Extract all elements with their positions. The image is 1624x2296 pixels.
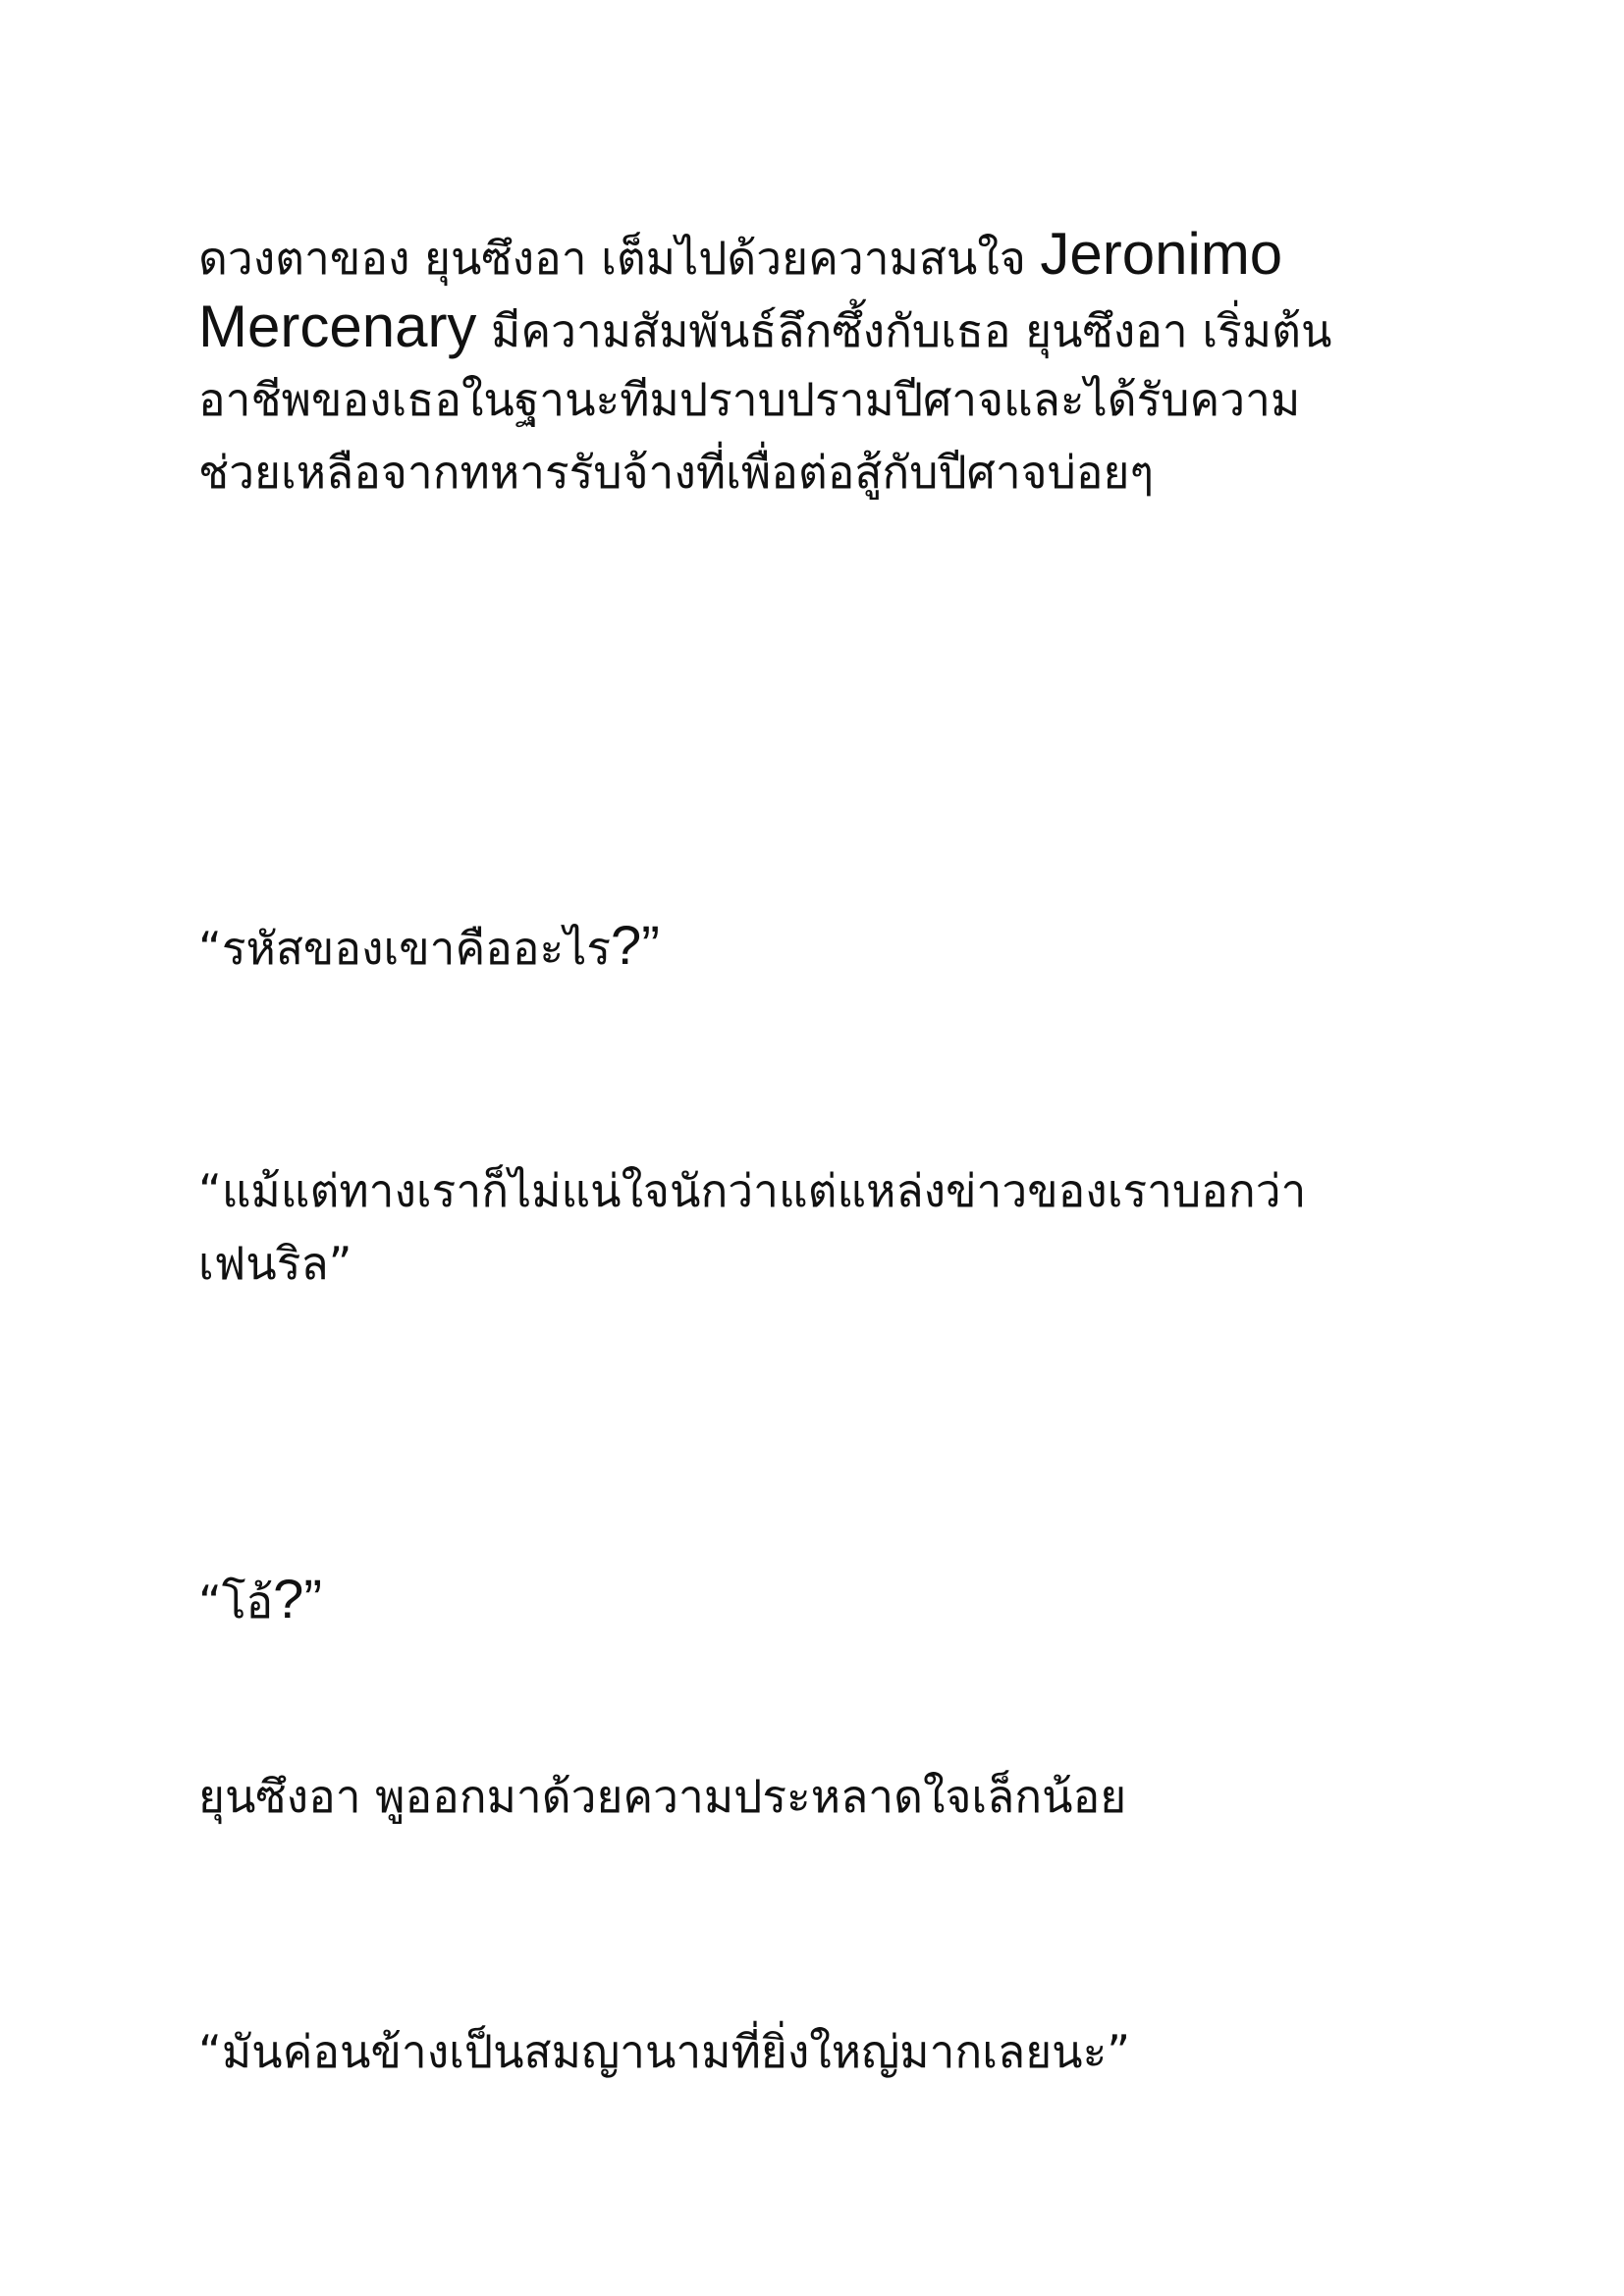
dialogue-paragraph	[198, 1154, 1306, 1300]
line-text: เฟนริล”	[198, 1237, 352, 1290]
question-mark: ?”	[273, 1568, 322, 1629]
text-line	[198, 1760, 1126, 1833]
line-text: “แม้แต่ทางเราก็ไม่แน่ใจนักว่าแต่แหล่งข่าวของเราบอกว่า	[198, 1164, 1307, 1217]
english-term: Mercenary	[198, 294, 477, 359]
dialogue-paragraph	[198, 2015, 1130, 2088]
dialogue-paragraph	[198, 1563, 322, 1635]
question-mark: ?”	[611, 914, 660, 976]
text-line	[198, 363, 1331, 436]
text-line	[198, 218, 1331, 291]
english-term: Jeronimo	[1040, 221, 1283, 287]
line-text: “มันค่อนข้างเป็นสมญานามที่ยิ่งใหญ่มากเลยนะ”	[198, 2025, 1131, 2078]
text-line	[198, 2015, 1130, 2088]
line-text: “โอ้	[198, 1575, 274, 1629]
text-line	[198, 436, 1331, 508]
line-text: อาชีพของเธอในฐานะทีมปราบปรามปีศาจและได้รับความ	[198, 373, 1301, 426]
line-text: มีความสัมพันธ์ลึกซึ้งกับเธอ ยุนซึงอา เริ่มต้น	[476, 304, 1332, 357]
narration-paragraph	[198, 1760, 1126, 1833]
dialogue-paragraph	[198, 909, 660, 982]
narration-paragraph	[198, 218, 1331, 508]
line-text: ช่วยเหลือจากทหารรับจ้างที่เพื่อต่อสู้กับปีศาจบ่อยๆ	[198, 446, 1155, 499]
text-line	[198, 1227, 1306, 1300]
line-text: ยุนซึงอา พูออกมาด้วยความประหลาดใจเล็กน้อย	[198, 1770, 1127, 1823]
line-text: “รหัสของเขาคืออะไร	[198, 922, 612, 975]
text-line	[198, 291, 1331, 363]
line-text: ดวงตาของ ยุนซึงอา เต็มไปด้วยความสนใจ	[198, 232, 1041, 285]
text-line	[198, 1154, 1306, 1227]
text-line	[198, 909, 660, 982]
text-line	[198, 1563, 322, 1635]
